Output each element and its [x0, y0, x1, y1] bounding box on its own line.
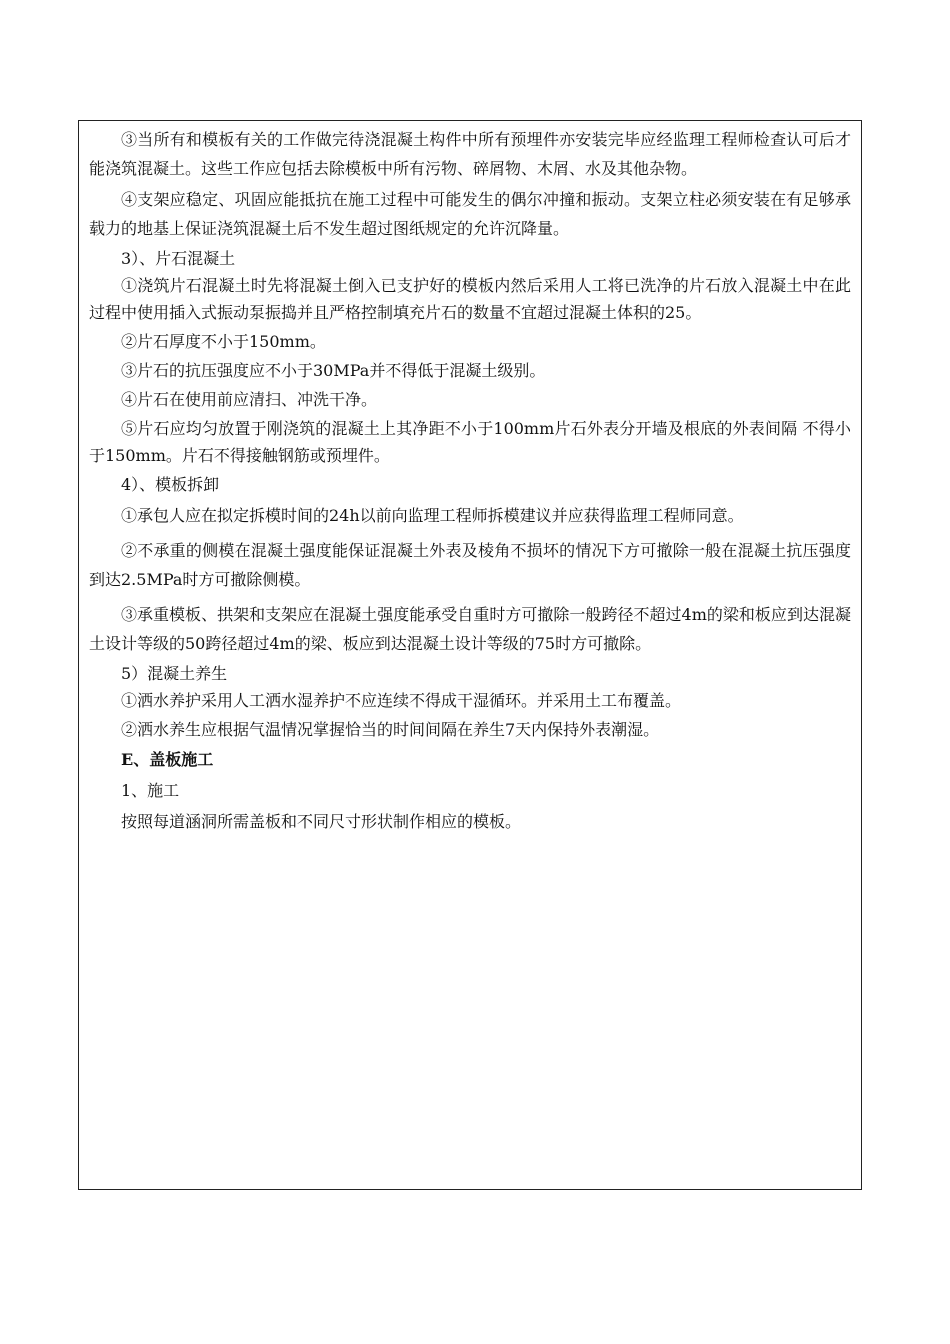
paragraph-curing-2: ②洒水养生应根据气温情况掌握恰当的时间间隔在养生7天内保持外表潮湿。 [121, 720, 660, 739]
heading-concrete-curing: 5）混凝土养生 [121, 664, 228, 683]
paragraph-rubble-1: ①浇筑片石混凝土时先将混凝土倒入已支护好的模板内然后采用人工将已洗净的片石放入混凝土中在此过程中使用插入式振动泵振捣并且严格控制填充片石的数量不宜超过混凝土体积的25。 [89, 276, 851, 322]
paragraph-removal-3: ③承重模板、拱架和支架应在混凝土强度能承受自重时方可撤除一般跨径不超过4m的梁和板应到达混凝土设计等级的50跨径超过4m的梁、板应到达混凝土设计等级的75时方可撤除。 [89, 605, 851, 653]
paragraph-curing-1: ①洒水养护采用人工洒水湿养护不应连续不得成干湿循环。并采用土工布覆盖。 [121, 691, 682, 710]
document-frame [78, 120, 862, 1190]
paragraph-removal-2: ②不承重的侧模在混凝土强度能保证混凝土外表及棱角不损坏的情况下方可撤除一般在混凝土抗压强度到达2.5MPa时方可撤除侧模。 [89, 541, 851, 589]
paragraph-rubble-4: ④片石在使用前应清扫、冲洗干净。 [121, 390, 378, 409]
heading-formwork-removal: 4）、模板拆卸 [121, 475, 220, 494]
heading-construction: 1、施工 [121, 781, 180, 800]
paragraph-removal-1: ①承包人应在拟定拆模时间的24h以前向监理工程师拆模建议并应获得监理工程师同意。 [121, 506, 744, 525]
heading-cover-slab-construction: E、盖板施工 [121, 750, 214, 769]
paragraph-rubble-3: ③片石的抗压强度应不小于30MPa并不得低于混凝土级别。 [121, 361, 546, 380]
heading-rubble-concrete: 3）、片石混凝土 [121, 249, 236, 268]
paragraph-formwork-4: ④支架应稳定、巩固应能抵抗在施工过程中可能发生的偶尔冲撞和振动。支架立柱必须安装在有足够承载力的地基上保证浇筑混凝土后不发生超过图纸规定的允许沉降量。 [89, 190, 851, 238]
paragraph-rubble-5: ⑤片石应均匀放置于刚浇筑的混凝土上其净距不小于100mm片石外表分开墙及根底的外表间隔 不得小于150mm。片石不得接触钢筋或预埋件。 [89, 419, 851, 465]
paragraph-cover-slab-formwork: 按照每道涵洞所需盖板和不同尺寸形状制作相应的模板。 [121, 812, 522, 831]
paragraph-rubble-2: ②片石厚度不小于150mm。 [121, 332, 326, 351]
paragraph-formwork-3: ③当所有和模板有关的工作做完待浇混凝土构件中所有预埋件亦安装完毕应经监理工程师检查认可后才能浇筑混凝土。这些工作应包括去除模板中所有污物、碎屑物、木屑、水及其他杂物。 [89, 130, 851, 178]
document-body [89, 125, 851, 836]
